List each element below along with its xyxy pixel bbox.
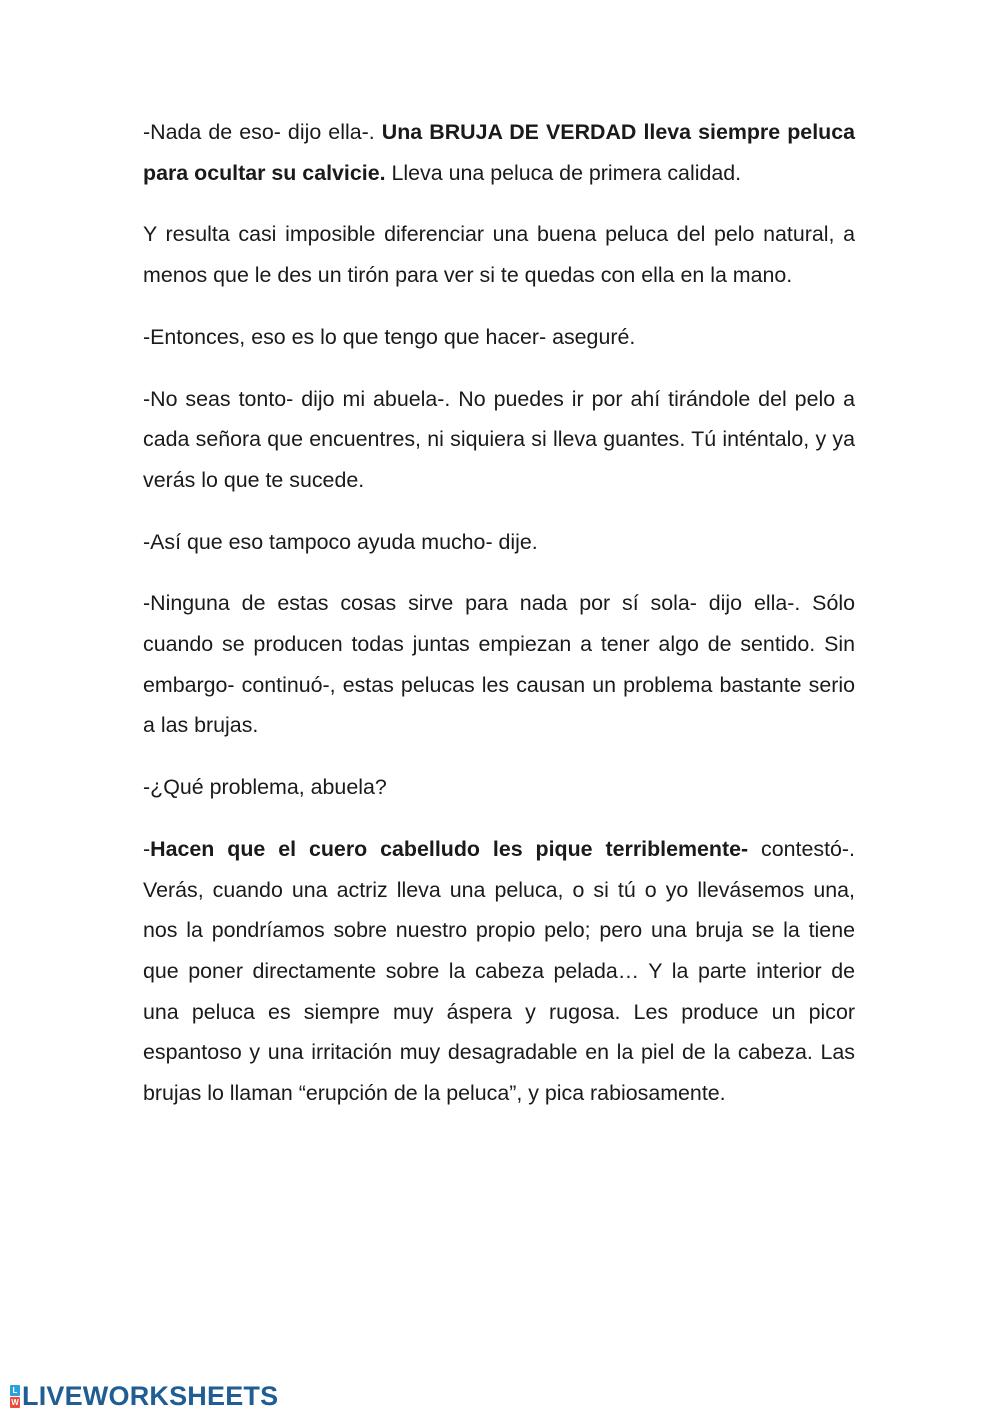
text-run: -Nada de eso- dijo ella-.: [143, 120, 382, 144]
paragraph: [143, 379, 855, 501]
logo-mark-top: L: [10, 1385, 20, 1396]
text-run: -¿Qué problema, abuela?: [143, 775, 387, 800]
bold-text: Una BRUJA DE VERDAD lleva siempre peluca para ocultar su calvicie.: [143, 120, 856, 185]
liveworksheets-mark-icon: [10, 1384, 20, 1408]
paragraph: [143, 583, 855, 746]
paragraph: [143, 767, 855, 808]
text-run: -Así que eso tampoco ayuda mucho- dije.: [143, 529, 538, 554]
logo-text: LIVEWORKSHEETS: [22, 1380, 279, 1411]
bold-text: Hacen que el cuero cabelludo les pique terriblemente-: [150, 836, 749, 861]
text-run: -: [143, 836, 151, 861]
paragraph: [143, 214, 855, 295]
paragraph: [143, 317, 855, 358]
text-run: -Ninguna de estas cosas sirve para nada por sí sola- dijo ella-. Sólo cuando se producen todas juntas empiezan a tener algo de sentido. Sin embargo- continuó-, estas pelucas les causan un problema bastante serio a las brujas.: [143, 591, 855, 738]
text-run: Y resulta casi imposible diferenciar una buena peluca del pelo natural, a menos que le des un tirón para ver si te quedas con ella en la mano.: [143, 222, 855, 288]
paragraph: [143, 829, 855, 1114]
text-run: -No seas tonto- dijo mi abuela-. No puedes ir por ahí tirándole del pelo a cada señora que encuentres, ni siquiera si lleva guantes. Tú inténtalo, y ya verás lo que te sucede.: [143, 386, 855, 492]
text-run: Lleva una peluca de primera calidad.: [385, 160, 742, 185]
document-body: [143, 112, 855, 1135]
text-run: -Entonces, eso es lo que tengo que hacer- aseguré.: [143, 324, 636, 349]
logo-mark-bottom: W: [11, 1397, 19, 1407]
text-run: contestó-. Verás, cuando una actriz lleva una peluca, o si tú o yo llevásemos una, nos la pondríamos sobre nuestro propio pelo; pero una bruja se la tiene que poner directamente sobre la cabeza pelada… Y la parte interior de una peluca es siempre muy áspera y rugosa. Les produce un picor espantoso y una irritación muy desagradable en la piel de la cabeza. Las brujas lo llaman “erupción de la peluca”, y pica rabiosamente.: [143, 836, 855, 1106]
paragraph: [143, 112, 855, 193]
paragraph: [143, 522, 855, 563]
liveworksheets-logo[interactable]: [10, 1380, 278, 1412]
